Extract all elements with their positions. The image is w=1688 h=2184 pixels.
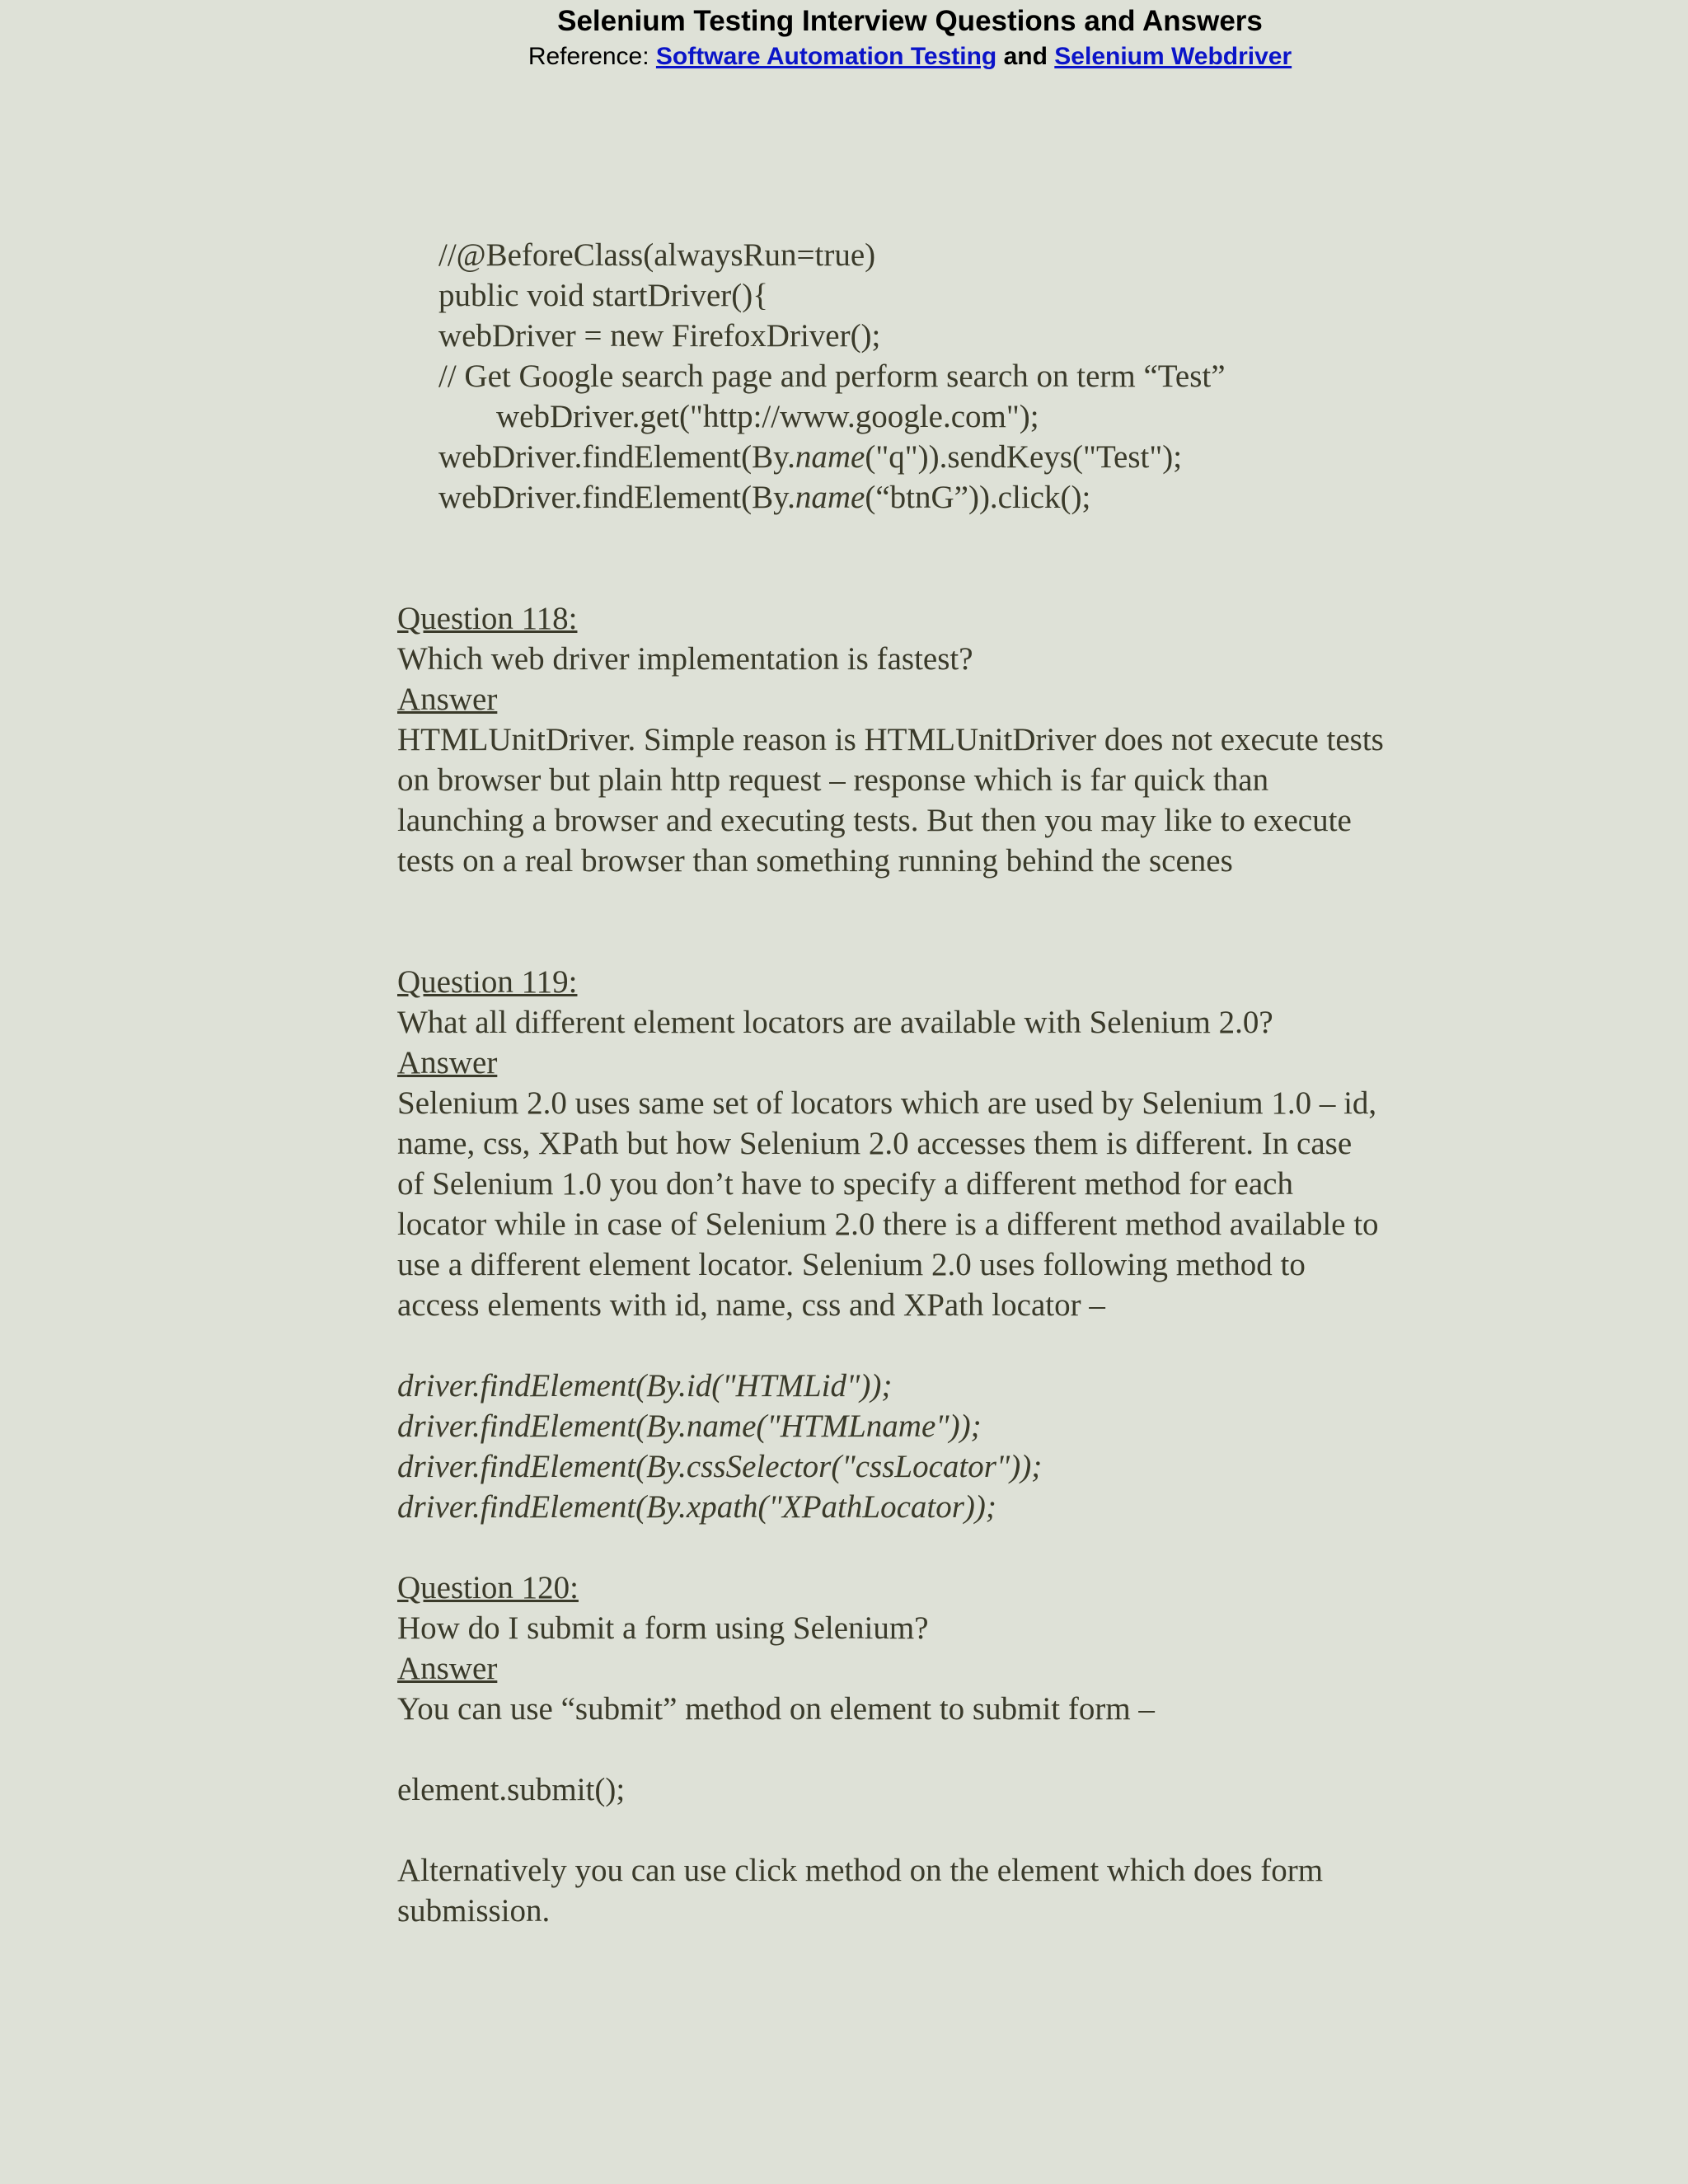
answer-line: locator while in case of Selenium 2.0 there is a different method available to bbox=[397, 1207, 1379, 1242]
code-line: // Get Google search page and perform search on term “Test” bbox=[438, 359, 1226, 394]
code-text: (“btnG”)).click(); bbox=[865, 480, 1091, 515]
answer-line: name, css, XPath but how Selenium 2.0 accesses them is different. In case bbox=[397, 1126, 1353, 1161]
code-text: webDriver.findElement(By. bbox=[438, 439, 795, 475]
code-line: public void startDriver(){ bbox=[438, 278, 768, 313]
question-118-section bbox=[397, 598, 1518, 881]
code-line: driver.findElement(By.id("HTMLid")); bbox=[397, 1368, 893, 1404]
code-line bbox=[438, 437, 1518, 477]
code-text: ("q")).sendKeys("Test"); bbox=[865, 439, 1183, 475]
selenium-webdriver-link[interactable]: Selenium Webdriver bbox=[1054, 43, 1292, 70]
code-line: driver.findElement(By.name("HTMLname")); bbox=[397, 1408, 982, 1444]
question-label: Question 120: bbox=[397, 1570, 579, 1605]
answer-line: Alternatively you can use click method on the element which does form bbox=[397, 1853, 1324, 1888]
code-snippet-startdriver bbox=[438, 235, 1518, 518]
document-title: Selenium Testing Interview Questions and Answers bbox=[557, 5, 1263, 37]
document-body bbox=[397, 235, 1518, 1931]
question-120-section bbox=[397, 1568, 1518, 1931]
software-automation-testing-link[interactable]: Software Automation Testing bbox=[655, 43, 997, 70]
code-line: driver.findElement(By.xpath("XPathLocator)); bbox=[397, 1489, 996, 1525]
answer-line: use a different element locator. Selenium 2.0 uses following method to bbox=[397, 1247, 1306, 1282]
reference-prefix: Reference: bbox=[528, 43, 649, 70]
answer-line: launching a browser and executing tests. But then you may like to execute bbox=[397, 803, 1352, 838]
answer-label: Answer bbox=[397, 682, 498, 717]
answer-line: of Selenium 1.0 you don’t have to specify a different method for each bbox=[397, 1166, 1293, 1202]
code-text: name bbox=[795, 480, 865, 515]
question-text: What all different element locators are available with Selenium 2.0? bbox=[397, 1005, 1273, 1040]
reference-and: and bbox=[1003, 43, 1048, 70]
reference-line bbox=[66, 43, 1688, 71]
answer-line: tests on a real browser than something running behind the scenes bbox=[397, 843, 1233, 879]
answer-line: access elements with id, name, css and XPath locator – bbox=[397, 1287, 1105, 1323]
question-label: Question 119: bbox=[397, 964, 578, 1000]
code-line: element.submit(); bbox=[397, 1772, 626, 1807]
code-line: webDriver.get("http://www.google.com"); bbox=[496, 399, 1039, 434]
code-line: driver.findElement(By.cssSelector("cssLocator")); bbox=[397, 1449, 1043, 1484]
answer-line: on browser but plain http request – response which is far quick than bbox=[397, 762, 1269, 798]
code-text: webDriver.findElement(By. bbox=[438, 480, 795, 515]
question-label: Question 118: bbox=[397, 601, 578, 636]
answer-line: Selenium 2.0 uses same set of locators which are used by Selenium 1.0 – id, bbox=[397, 1085, 1377, 1121]
answer-label: Answer bbox=[397, 1651, 498, 1686]
question-text: How do I submit a form using Selenium? bbox=[397, 1610, 929, 1646]
answer-line: You can use “submit” method on element to submit form – bbox=[397, 1691, 1155, 1727]
question-text: Which web driver implementation is fastest? bbox=[397, 641, 973, 677]
code-text: name bbox=[795, 439, 865, 475]
answer-label: Answer bbox=[397, 1045, 498, 1080]
answer-line: submission. bbox=[397, 1893, 551, 1929]
answer-line: HTMLUnitDriver. Simple reason is HTMLUnitDriver does not execute tests bbox=[397, 722, 1384, 757]
code-line: //@BeforeClass(alwaysRun=true) bbox=[438, 237, 876, 273]
question-119-section bbox=[397, 962, 1518, 1527]
code-line bbox=[438, 477, 1518, 518]
code-line: webDriver = new FirefoxDriver(); bbox=[438, 318, 881, 354]
